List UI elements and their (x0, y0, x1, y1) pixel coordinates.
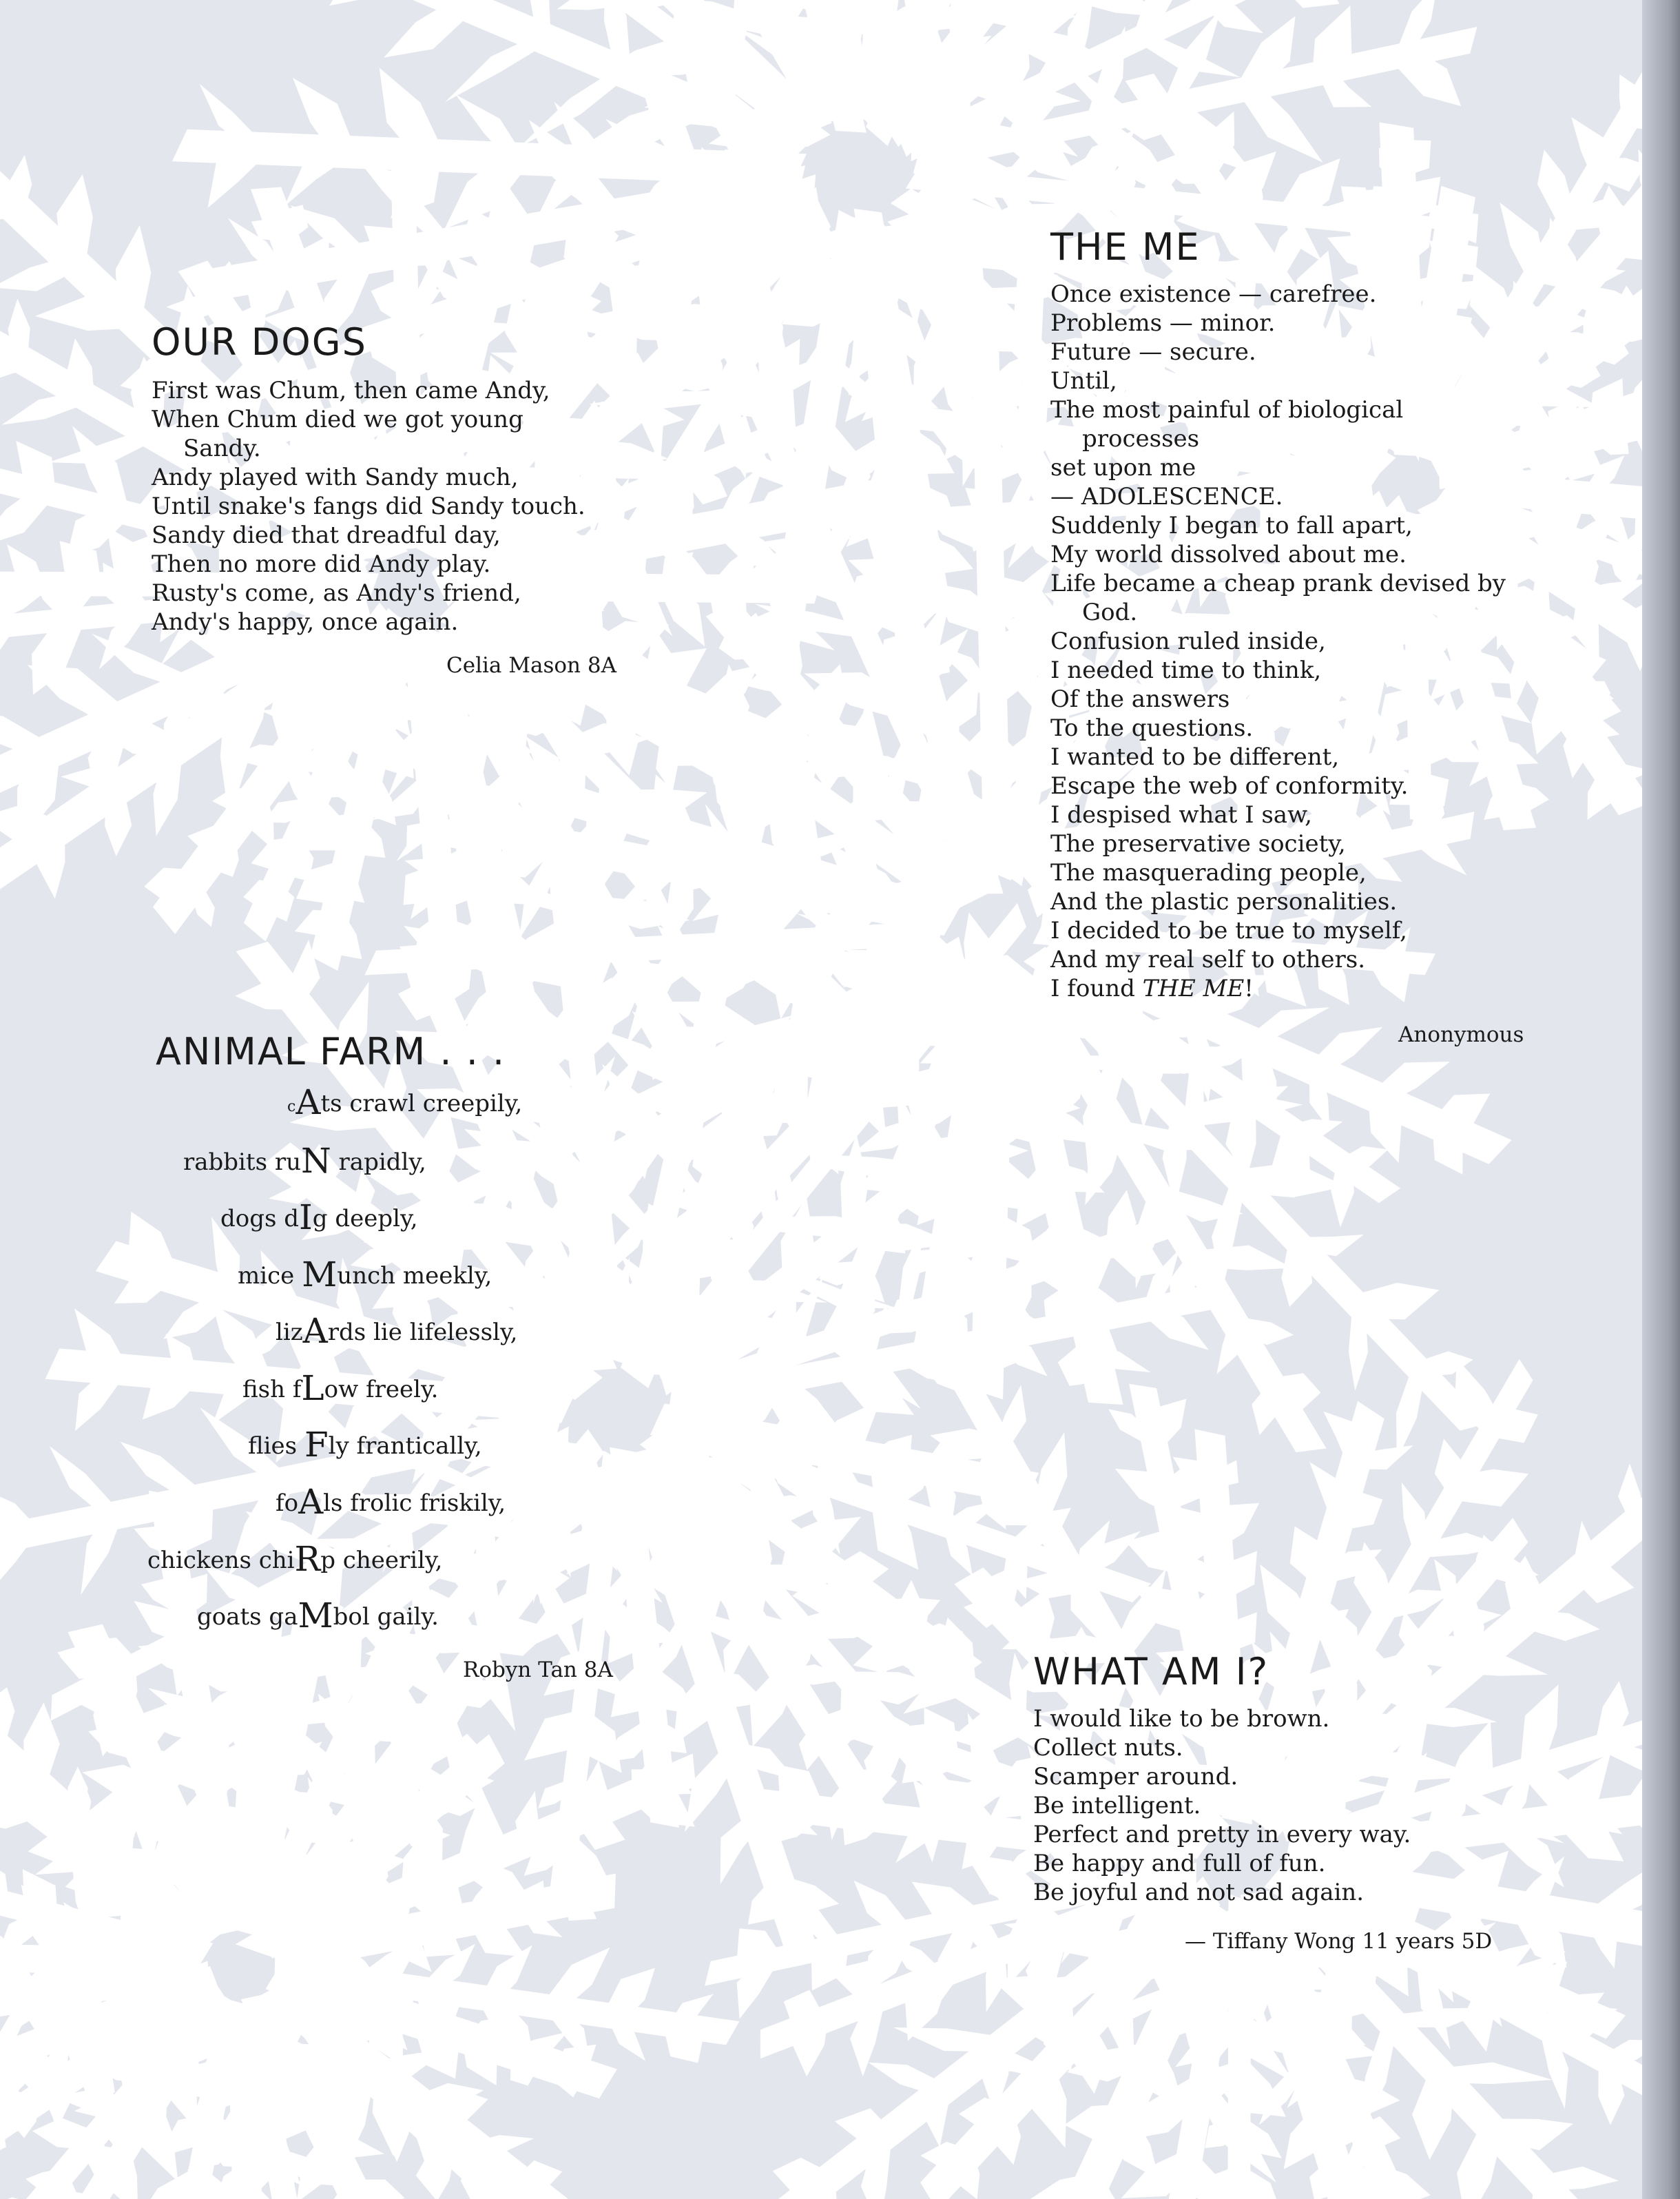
leaf-shard (1435, 1439, 1467, 1491)
line-pre: chickens chi (147, 1547, 295, 1574)
poem-line: — ADOLESCENCE. (1050, 483, 1283, 510)
poem-line: Collect nuts. (1033, 1734, 1183, 1762)
poem-line: Be joyful and not sad again. (1033, 1879, 1365, 1906)
acrostic-line (242, 1368, 439, 1408)
acrostic-letter: M (302, 1255, 338, 1294)
leaf-shard (1276, 0, 1340, 8)
leaf-shard (48, 428, 153, 464)
poem-title: THE ME (1050, 225, 1201, 269)
acrostic-line (276, 1311, 518, 1351)
acrostic-letter: M (298, 1596, 333, 1635)
acrostic-letter: F (304, 1425, 329, 1465)
poem-line: Suddenly I began to fall apart, (1050, 512, 1413, 539)
poem-line: processes (1082, 425, 1200, 453)
leaf-shard (351, 2180, 405, 2199)
leaf-shard (892, 1580, 928, 1653)
leaf-shard (986, 1952, 1007, 2012)
line-post: unch meekly, (337, 1262, 492, 1290)
line-pre: fish f (242, 1376, 302, 1403)
leaf-shard (32, 2118, 94, 2150)
leaf-shard (1402, 1483, 1428, 1553)
poem-line: When Chum died we got young (152, 406, 523, 433)
poem-line: Andy played with Sandy much, (152, 464, 519, 491)
leaf-shard (1032, 2069, 1066, 2148)
poem-line: Life became a cheap prank devised by (1050, 570, 1506, 597)
line-pre: fo (276, 1489, 299, 1517)
poem-line: Rusty's come, as Andy's friend, (152, 579, 521, 607)
line-pre: goats ga (197, 1603, 298, 1631)
poem-author: Anonymous (1398, 1022, 1524, 1047)
leaf-shard (840, 1551, 889, 1588)
line-pre: dogs d (220, 1205, 300, 1232)
poem-line: Escape the web of conformity. (1050, 772, 1409, 800)
poem-line: The masquerading people, (1050, 859, 1367, 887)
acrostic-line (183, 1141, 426, 1181)
poem-line: Sandy died that dreadful day, (152, 522, 501, 549)
poem-lines (1033, 1704, 1557, 1907)
acrostic-letter: A (302, 1311, 328, 1351)
poem-line: Perfect and pretty in every way. (1033, 1821, 1411, 1848)
leaf-shard (1380, 2168, 1430, 2199)
line-post: g deeply, (312, 1205, 418, 1232)
line-post: p cheerily, (320, 1547, 443, 1574)
poem-line: And my real self to others. (1050, 946, 1366, 973)
last-line-prefix: I found (1050, 975, 1143, 1002)
poem-author: Robyn Tan 8A (463, 1658, 613, 1682)
leaf-shard (1434, 1559, 1458, 1612)
acrostic-line (287, 1082, 523, 1122)
line-pre: liz (276, 1319, 303, 1346)
poem-line: And the plastic personalities. (1050, 888, 1398, 916)
poem-line: Then no more did Andy play. (152, 550, 491, 578)
poem-line: First was Chum, then came Andy, (152, 377, 550, 404)
poem-line: Of the answers (1050, 685, 1230, 713)
poem-line: I despised what I saw, (1050, 801, 1312, 829)
leaf-shard (792, 1517, 861, 1554)
acrostic-line (147, 1539, 443, 1579)
page-binding-edge (1642, 0, 1680, 2199)
poem-the-me (1050, 225, 1588, 1047)
leaf-shard (1356, 1283, 1439, 1319)
leaf-shard (950, 1709, 1023, 1751)
leaf-shard (329, 0, 389, 6)
line-pre: rabbits ru (183, 1148, 301, 1176)
poem-line: Confusion ruled inside, (1050, 628, 1326, 655)
acrostic-line (276, 1482, 506, 1522)
poem-title: WHAT AM I? (1033, 1650, 1269, 1693)
leaf-shard (1462, 1994, 1495, 2052)
poem-line: Problems — minor. (1050, 309, 1276, 337)
poem-line: Andy's happy, once again. (152, 608, 459, 636)
leaf-shard (515, 1791, 539, 1843)
poem-line: Future — secure. (1050, 338, 1256, 366)
poem-line: Be happy and full of fun. (1033, 1850, 1326, 1877)
poem-lines (1050, 280, 1588, 1003)
acrostic-letter: R (294, 1539, 321, 1579)
poem-line: To the questions. (1050, 714, 1254, 742)
acrostic-letter: N (301, 1141, 331, 1181)
line-post: ls frolic friskily, (323, 1489, 506, 1517)
poem-what-am-i (1033, 1650, 1557, 1954)
line-post: ly frantically, (328, 1432, 482, 1460)
poem-line: Until snake's fangs did Sandy touch. (152, 493, 585, 520)
poem-lines (152, 376, 647, 637)
poem-line: Until, (1050, 367, 1117, 395)
leaf-shard (60, 1653, 106, 1679)
poem-animal-farm (145, 1030, 682, 1695)
poem-line: I wanted to be different, (1050, 743, 1340, 771)
poem-our-dogs (152, 320, 647, 678)
acrostic-line (220, 1197, 418, 1237)
line-post: ow freely. (324, 1376, 439, 1403)
line-post: rapidly, (331, 1148, 426, 1176)
last-line-emphasis: THE ME (1142, 975, 1245, 1002)
acrostic-line (238, 1257, 492, 1294)
poem-line: Be intelligent. (1033, 1792, 1201, 1819)
leaf-shard (1349, 1306, 1368, 1391)
last-line-suffix: ! (1244, 975, 1254, 1002)
poem-title: OUR DOGS (152, 320, 367, 364)
leaf-shard (1441, 2062, 1553, 2084)
poem-line: Scamper around. (1033, 1763, 1238, 1790)
leaf-shard (1331, 1164, 1354, 1228)
acrostic-letter: I (299, 1197, 313, 1237)
leaf-shard (1542, 2167, 1619, 2191)
leaf-shard (1195, 1246, 1293, 1270)
leaf-shard (1070, 2028, 1110, 2094)
leaf-shard (56, 174, 93, 265)
leaf-shard (1537, 149, 1577, 224)
acrostic-line (197, 1598, 439, 1635)
acrostic-letter: A (295, 1082, 321, 1122)
poem-line: The preservative society, (1050, 830, 1346, 858)
poem-line: My world dissolved about me. (1050, 541, 1407, 568)
line-pre: flies (248, 1432, 304, 1460)
poem-line: I would like to be brown. (1033, 1705, 1330, 1733)
leaf-shard (0, 256, 76, 291)
leaf-shard (853, 1644, 912, 1673)
leaf-shard (0, 1687, 14, 1742)
line-small-letter: c (287, 1098, 296, 1115)
line-post: rds lie lifelessly, (327, 1319, 518, 1346)
poem-line: Sandy. (183, 435, 261, 462)
poem-author: — Tiffany Wong 11 years 5D (1185, 1929, 1493, 1954)
poem-line: Once existence — carefree. (1050, 280, 1377, 308)
acrostic-letter: L (301, 1368, 324, 1408)
poem-line: I decided to be true to myself, (1050, 917, 1407, 944)
poem-last-line (1050, 974, 1588, 1003)
poem-line: I needed time to think, (1050, 657, 1322, 684)
line-post: bol gaily. (333, 1603, 439, 1631)
line-post: ts crawl creepily, (320, 1090, 523, 1117)
leaf-shard (1294, 1119, 1343, 1140)
leaf-shard (1571, 117, 1606, 173)
leaf-shard (1281, 1242, 1312, 1307)
poem-line: set upon me (1050, 454, 1196, 482)
acrostic-line (248, 1427, 482, 1464)
leaf-shard (2, 391, 88, 425)
poem-line: God. (1082, 599, 1138, 626)
poem-title: ANIMAL FARM . . . (156, 1030, 506, 1073)
poem-author: Celia Mason 8A (446, 653, 616, 678)
leaf-shard (1412, 2074, 1454, 2160)
leaf-shard (445, 33, 547, 102)
poem-line: The most painful of biological (1050, 396, 1404, 424)
leaf-shard (1597, 185, 1628, 247)
acrostic-letter: A (298, 1482, 324, 1522)
line-pre: mice (238, 1262, 302, 1290)
leaf-shard (384, 0, 470, 58)
